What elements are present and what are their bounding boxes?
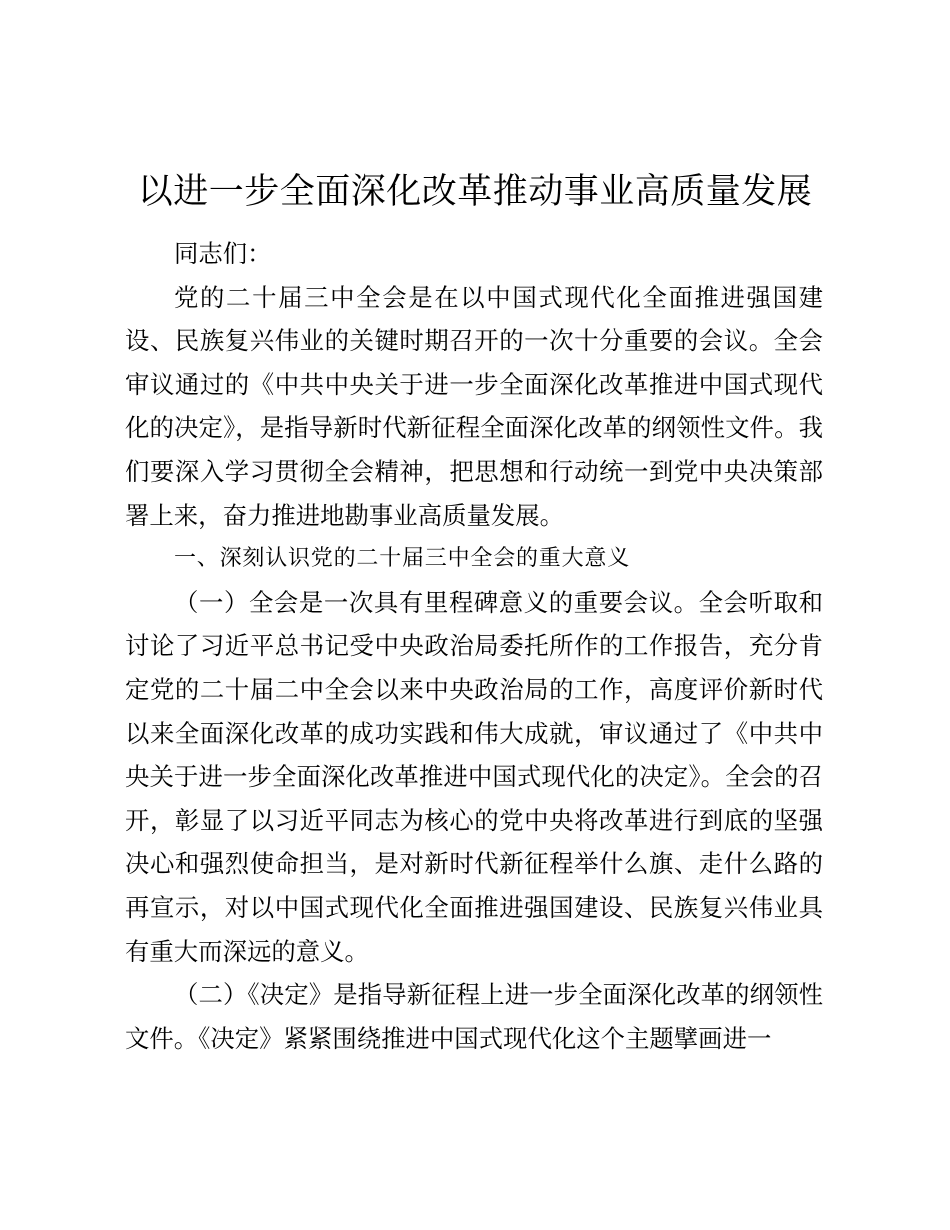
section-heading: 一、深刻认识党的二十届三中全会的重大意义 (174, 546, 631, 572)
document-body (125, 232, 823, 1060)
intro-paragraph: 党的二十届三中全会是在以中国式现代化全面推进强国建设、民族复兴伟业的关键时期召开的一次十分重要的会议。全会审议通过的《中共中央关于进一步全面深化改革推进中国式现代化的决定》，是指导新时代新征程全面深化改革的纲领性文件。我们要深入学习贯彻全会精神，把思想和行动统一到党中央决策部署上来，奋力推进地勘事业高质量发展。 (125, 282, 823, 530)
point-two-paragraph: （二）《决定》是指导新征程上进一步全面深化改革的纲领性文件。《决定》紧紧围绕推进中国式现代化这个主题擘画进一 (125, 980, 823, 1053)
point-one-paragraph: （一）全会是一次具有里程碑意义的重要会议。全会听取和讨论了习近平总书记受中央政治局委托所作的工作报告，充分肯定党的二十届二中全会以来中央政治局的工作，高度评价新时代以来全面深化改革的成功实践和伟大成就，审议通过了《中共中央关于进一步全面深化改革推进中国式现代化的决定》。全会的召开，彰显了以习近平同志为核心的党中央将改革进行到底的坚强决心和强烈使命担当，是对新时代新征程举什么旗、走什么路的再宣示，对以中国式现代化全面推进强国建设、民族复兴伟业具有重大而深远的意义。 (125, 587, 823, 966)
salutation: 同志们： (174, 239, 272, 268)
document-title: 以进一步全面深化改革推动事业高质量发展 (137, 172, 813, 212)
